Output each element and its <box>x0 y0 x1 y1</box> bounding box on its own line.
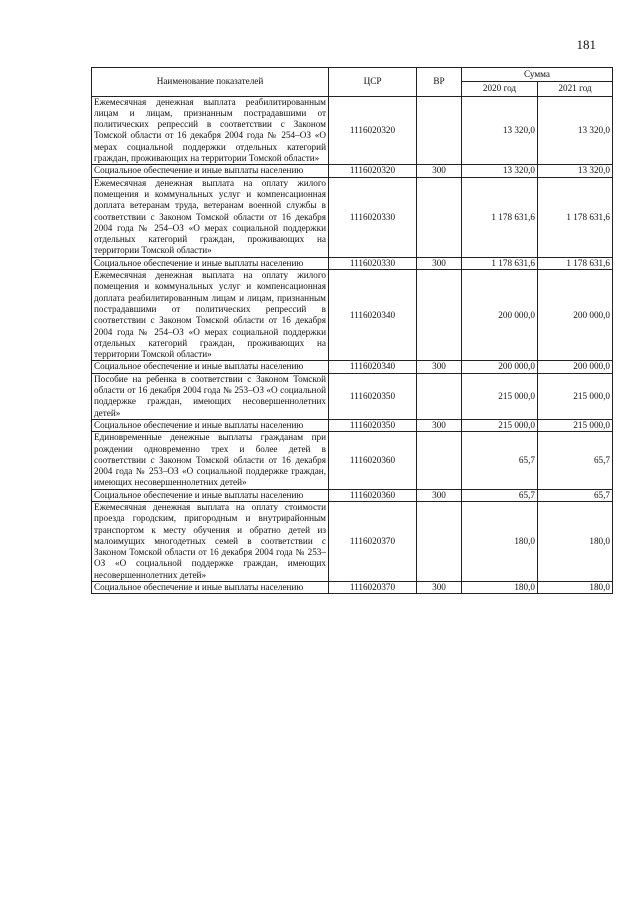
row-name-cell: Ежемесячная денежная выплата на оплату жилого помещения и коммунальных услуг и компенсационная доплата реабилитированным лицам и лицам, признанным пострадавшими от политических репрессий в соответствии с Законом Томской области от 16 декабря 2004 года № 254–ОЗ «О мерах социальной поддержки отдельных категорий граждан, проживающих на территории Томской области» <box>92 270 329 361</box>
table-row <box>92 270 613 361</box>
row-2021-value: 215 000,0 <box>538 373 613 419</box>
row-2020-value: 200 000,0 <box>462 270 538 361</box>
row-csr-cell: 1116020370 <box>329 582 417 594</box>
header-year-2021: 2021 год <box>538 82 613 96</box>
row-2020-value: 215 000,0 <box>462 373 538 419</box>
row-2021-value: 200 000,0 <box>538 270 613 361</box>
row-csr-cell: 1116020330 <box>329 257 417 269</box>
row-2021-value: 200 000,0 <box>538 361 613 373</box>
row-csr-cell: 1116020350 <box>329 373 417 419</box>
row-2020-value: 65,7 <box>462 489 538 501</box>
row-vr-cell: 300 <box>417 257 462 269</box>
row-csr-cell: 1116020340 <box>329 270 417 361</box>
table-row <box>92 501 613 581</box>
row-2021-value: 13 320,0 <box>538 165 613 177</box>
row-csr-cell: 1116020320 <box>329 96 417 165</box>
row-vr-cell <box>417 432 462 489</box>
row-2020-value: 200 000,0 <box>462 361 538 373</box>
row-2020-value: 1 178 631,6 <box>462 257 538 269</box>
header-name: Наименование показателей <box>92 68 329 97</box>
row-2021-value: 65,7 <box>538 432 613 489</box>
row-name-cell: Социальное обеспечение и иные выплаты населению <box>92 419 329 431</box>
header-csr: ЦСР <box>329 68 417 97</box>
row-csr-cell: 1116020320 <box>329 165 417 177</box>
row-csr-cell: 1116020330 <box>329 177 417 257</box>
row-name-cell: Ежемесячная денежная выплата на оплату стоимости проезда городским, пригородным и внутрирайонным транспортом к месту обучения и обратно детей из малоимущих многодетных семей в соответствии с Законом Томской области от 16 декабря 2004 года № 253–ОЗ «О социальной поддержке граждан, имеющих несовершеннолетних детей» <box>92 501 329 581</box>
row-2021-value: 1 178 631,6 <box>538 177 613 257</box>
row-name-cell: Ежемесячная денежная выплата на оплату жилого помещения и коммунальных услуг и компенсационная доплата ветеранам труда, ветеранам военной службы в соответствии с Законом Томской области от 16 декабря 2004 года № 254–ОЗ «О мерах социальной поддержки отдельных категорий граждан, проживающих на территории Томской области» <box>92 177 329 257</box>
row-vr-cell: 300 <box>417 582 462 594</box>
row-csr-cell: 1116020370 <box>329 501 417 581</box>
row-vr-cell: 300 <box>417 361 462 373</box>
row-2020-value: 180,0 <box>462 582 538 594</box>
table-row <box>92 432 613 489</box>
row-vr-cell <box>417 96 462 165</box>
row-2020-value: 215 000,0 <box>462 419 538 431</box>
table-row <box>92 489 613 501</box>
row-vr-cell: 300 <box>417 165 462 177</box>
header-vr: ВР <box>417 68 462 97</box>
row-name-cell: Социальное обеспечение и иные выплаты населению <box>92 361 329 373</box>
row-csr-cell: 1116020340 <box>329 361 417 373</box>
row-name-cell: Пособие на ребенка в соответствии с Законом Томской области от 16 декабря 2004 года № 253–ОЗ «О социальной поддержке граждан, имеющих несовершеннолетних детей» <box>92 373 329 419</box>
table-header <box>92 68 613 97</box>
row-2021-value: 65,7 <box>538 489 613 501</box>
row-name-cell: Социальное обеспечение и иные выплаты населению <box>92 582 329 594</box>
table-row <box>92 361 613 373</box>
row-2021-value: 13 320,0 <box>538 96 613 165</box>
row-vr-cell <box>417 270 462 361</box>
table-row <box>92 165 613 177</box>
row-csr-cell: 1116020350 <box>329 419 417 431</box>
row-2020-value: 13 320,0 <box>462 165 538 177</box>
row-vr-cell: 300 <box>417 419 462 431</box>
table-row <box>92 582 613 594</box>
row-name-cell: Ежемесячная денежная выплата реабилитированным лицам и лицам, признанным пострадавшими от политических репрессий в соответствии с Законом Томской области от 16 декабря 2004 года № 254–ОЗ «О мерах социальной поддержки отдельных категорий граждан, проживающих на территории Томской области» <box>92 96 329 165</box>
row-2021-value: 180,0 <box>538 582 613 594</box>
row-2020-value: 13 320,0 <box>462 96 538 165</box>
table-row <box>92 96 613 165</box>
page-number: 181 <box>576 37 596 52</box>
table-row <box>92 419 613 431</box>
row-2021-value: 215 000,0 <box>538 419 613 431</box>
row-vr-cell <box>417 373 462 419</box>
row-vr-cell <box>417 177 462 257</box>
header-year-2020: 2020 год <box>462 82 538 96</box>
row-name-cell: Социальное обеспечение и иные выплаты населению <box>92 489 329 501</box>
row-2020-value: 1 178 631,6 <box>462 177 538 257</box>
row-name-cell: Социальное обеспечение и иные выплаты населению <box>92 257 329 269</box>
row-2020-value: 65,7 <box>462 432 538 489</box>
row-2021-value: 180,0 <box>538 501 613 581</box>
table-body <box>92 96 613 594</box>
budget-table <box>91 67 613 594</box>
table-row <box>92 373 613 419</box>
row-vr-cell <box>417 501 462 581</box>
table-row <box>92 177 613 257</box>
row-csr-cell: 1116020360 <box>329 489 417 501</box>
row-name-cell: Социальное обеспечение и иные выплаты населению <box>92 165 329 177</box>
table-row <box>92 257 613 269</box>
header-sum: Сумма <box>462 68 613 82</box>
row-2021-value: 1 178 631,6 <box>538 257 613 269</box>
row-name-cell: Единовременные денежные выплаты гражданам при рождении одновременно трех и более детей в соответствии с Законом Томской области от 16 декабря 2004 года № 253–ОЗ «О социальной поддержке граждан, имеющих несовершеннолетних детей» <box>92 432 329 489</box>
row-vr-cell: 300 <box>417 489 462 501</box>
row-2020-value: 180,0 <box>462 501 538 581</box>
row-csr-cell: 1116020360 <box>329 432 417 489</box>
